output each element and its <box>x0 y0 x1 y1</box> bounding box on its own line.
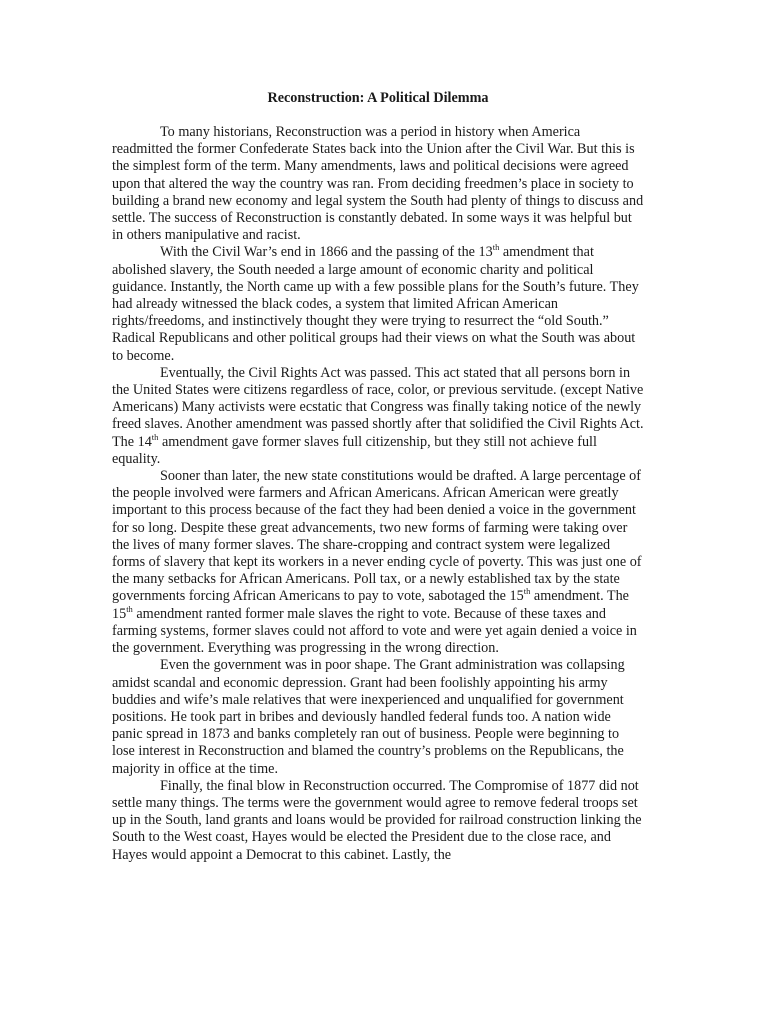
document-page <box>112 90 644 864</box>
paragraph-4-text-a: Sooner than later, the new state constitutions would be drafted. A large percentage of the people involved were farmers and African Americans. African American were greatly important to this process because of the fact they had been denied a voice in the government for so long. Despite these great advancements, two new forms of farming were taking over the lives of many former slaves. The share-cropping and contract system were legalized forms of slavery that kept its workers in a never ending cycle of poverty. This was just one of the many setbacks for African Americans. Poll tax, or a newly established tax by the state governments forcing African Americans to pay to vote, sabotaged the 15 <box>112 468 642 605</box>
paragraph-3-text-a: Eventually, the Civil Rights Act was passed. This act stated that all persons born in the United States were citizens regardless of race, color, or previous servitude. (except Native Americans) Many activists were ecstatic that Congress was finally taking notice of the newly freed slaves. Another amendment was passed shortly after that solidified the Civil Rights Act. The 14 <box>112 364 644 450</box>
paragraph-2-text-b: amendment that abolished slavery, the South needed a large amount of economic charity and political guidance. Instantly, the North came up with a few possible plans for the South’s future. They had already witnessed the black codes, a system that limited African American rights/freedoms, and instinctively thought they were trying to resurrect the “old South.” Radical Republicans and other political groups had their views on what the South was about to become. <box>112 244 639 364</box>
paragraph-3 <box>112 365 644 468</box>
superscript-th: th <box>126 603 133 614</box>
superscript-th: th <box>151 431 159 442</box>
paragraph-4 <box>112 468 644 657</box>
document-title: Reconstruction: A Political Dilemma <box>267 90 489 106</box>
paragraph-2-text-a: With the Civil War’s end in 1866 and the passing of the 13 <box>160 244 493 261</box>
paragraph-3-text-b: amendment gave former slaves full citizenship, but they still not achieve full equality. <box>112 433 597 467</box>
superscript-th: th <box>523 586 531 597</box>
paragraph-1: To many historians, Reconstruction was a period in history when America readmitted the former Confederate States back into the Union after the Civil War. But this is the simplest form of the term. Many amendments, laws and political decisions were agreed upon that altered the way the country was ran. From deciding freedmen’s place in society to building a brand new economy and legal system the South had plenty of things to discuss and settle. The success of Reconstruction is constantly debated. In some ways it was helpful but in others manipulative and racist. <box>112 124 644 244</box>
paragraph-5: Even the government was in poor shape. The Grant administration was collapsing amidst scandal and economic depression. Grant had been foolishly appointing his army buddies and wife’s male relatives that were inexperienced and unqualified for government positions. He took part in bribes and deviously handled federal funds too. A nation wide panic spread in 1873 and banks completely ran out of business. People were beginning to lose interest in Reconstruction and blamed the country’s problems on the Republicans, the majority in office at the time. <box>112 657 625 777</box>
paragraph-2 <box>112 244 644 364</box>
paragraph-6: Finally, the final blow in Reconstruction occurred. The Compromise of 1877 did not settle many things. The terms were the government would agree to remove federal troops set up in the South, land grants and loans would be provided for railroad construction linking the South to the West coast, Hayes would be elected the President due to the close race, and Hayes would appoint a Democrat to this cabinet. Lastly, the <box>112 777 642 863</box>
paragraph-4-text-c: amendment ranted former male slaves the right to vote. Because of these taxes and farming systems, former slaves could not afford to vote and were yet again denied a voice in the government. Everything was progressing in the wrong direction. <box>112 605 637 657</box>
paragraph-4-text-b: amendment. The 15 <box>112 588 629 622</box>
document-body <box>112 124 644 864</box>
superscript-th: th <box>492 242 500 253</box>
